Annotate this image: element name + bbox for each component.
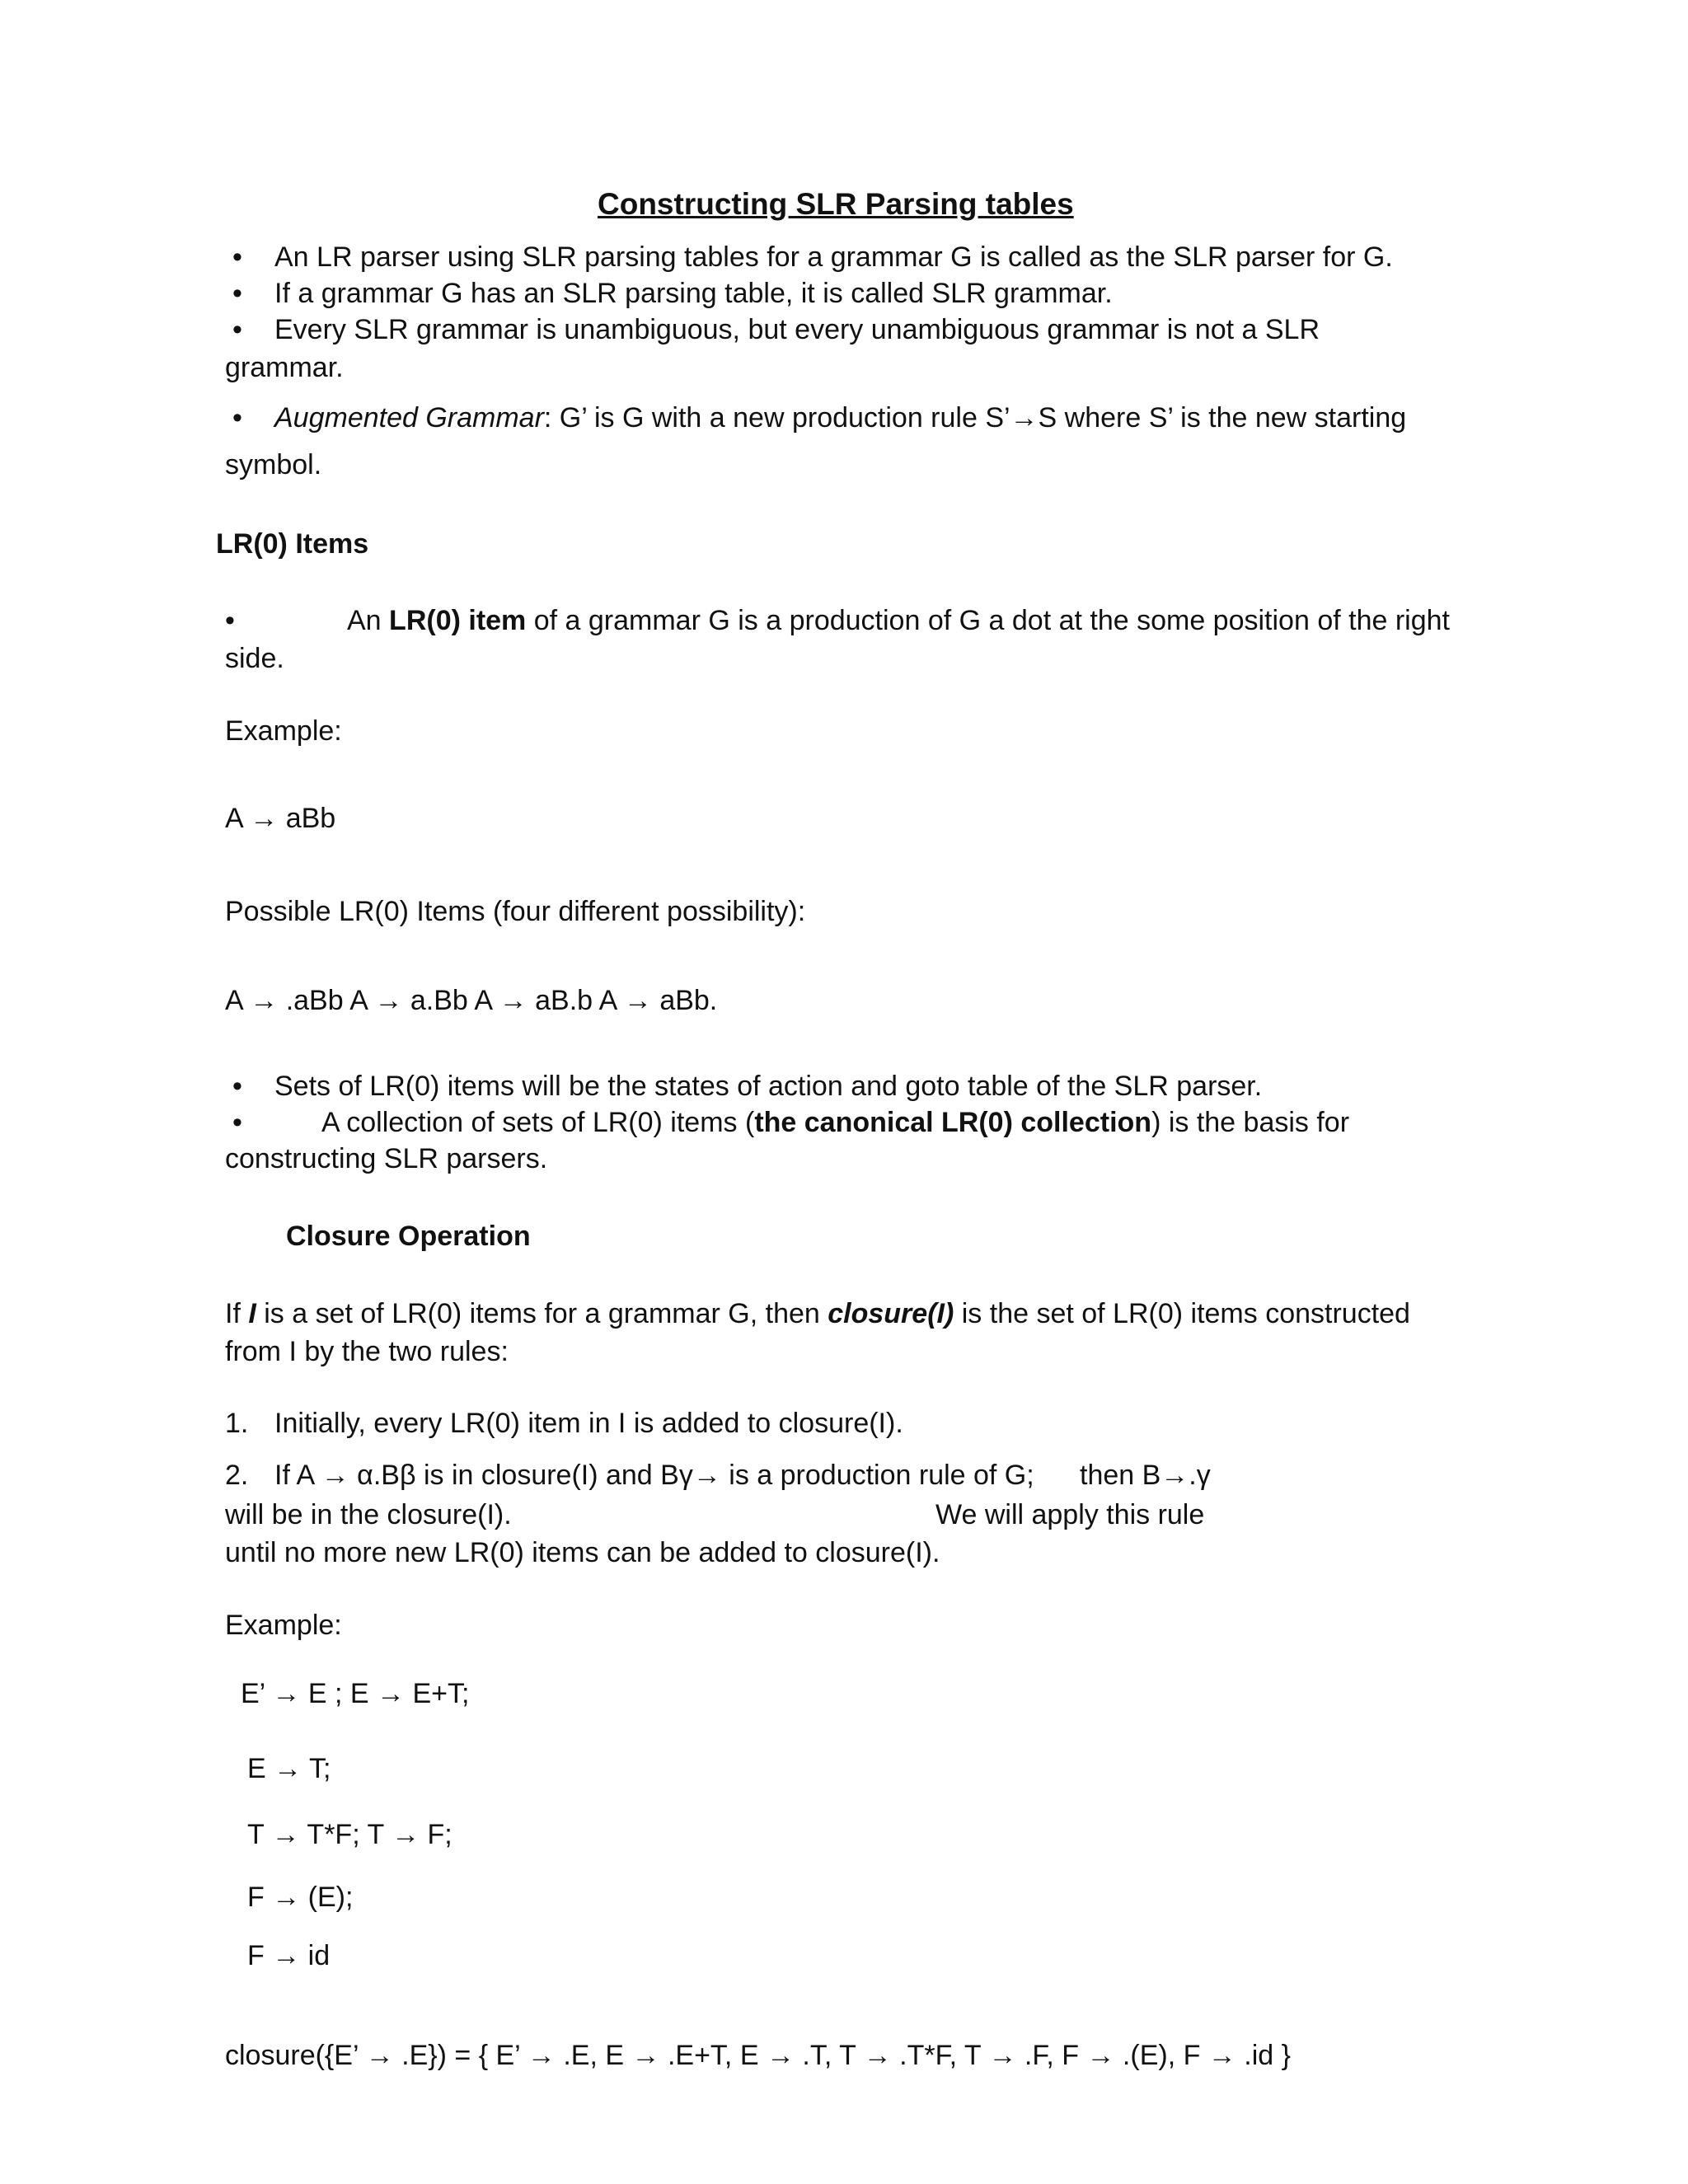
- closure-result: closure({E’ → .E}) = { E’ → .E, E → .E+T, E → .T, T → .T*F, T → .F, F → .(E), F → .id }: [225, 2040, 1291, 2071]
- bullet-marker: •: [232, 1071, 242, 1102]
- bullet-marker: •: [232, 314, 242, 345]
- augmented-grammar-def: : G’ is G with a new production rule S’→S where S’ is the new starting: [543, 402, 1407, 434]
- page-title: Constructing SLR Parsing tables: [598, 187, 1074, 221]
- intro-bullet-2: If a grammar G has an SLR parsing table, it is called SLR grammar.: [274, 278, 1113, 309]
- grammar-line-5: F → id: [247, 1940, 331, 1971]
- closure-def-pre: If: [225, 1298, 249, 1329]
- lr0-bullet-1-post: of a grammar G is a production of G a dot at the some position of the right: [526, 605, 1450, 636]
- possible-items-label: Possible LR(0) Items (four different possibility):: [225, 896, 806, 927]
- bullet-marker: •: [225, 605, 235, 636]
- closure-example-label: Example:: [225, 1610, 342, 1641]
- grammar-line-2: E → T;: [247, 1753, 331, 1784]
- lr0-bullet-3-cont: constructing SLR parsers.: [225, 1143, 548, 1174]
- rule-2-number: 2.: [225, 1460, 249, 1491]
- intro-bullet-4-cont: symbol.: [225, 449, 322, 480]
- grammar-line-3: T → T*F; T → F;: [247, 1819, 452, 1850]
- closure-def-mid: is a set of LR(0) items for a grammar G, then: [256, 1298, 828, 1329]
- lr0-item-term: LR(0) item: [389, 605, 527, 636]
- lr0-bullet-1: [347, 604, 1450, 637]
- possible-items-line: A → .aBb A → a.Bb A → aB.b A → aBb.: [225, 985, 718, 1016]
- canonical-collection-term: the canonical LR(0) collection: [754, 1107, 1152, 1138]
- lr0-bullet-3-pre: A collection of sets of LR(0) items (: [321, 1107, 755, 1138]
- example-production: A → aBb: [225, 803, 336, 834]
- rule-2-then: then B→.γ: [1080, 1460, 1211, 1491]
- intro-bullet-3: Every SLR grammar is unambiguous, but every unambiguous grammar is not a SLR: [274, 314, 1320, 345]
- bullet-marker: •: [232, 402, 242, 434]
- intro-bullet-1: An LR parser using SLR parsing tables for a grammar G is called as the SLR parser for G.: [274, 241, 1393, 273]
- closure-definition: [225, 1297, 1410, 1330]
- lr0-bullet-3-post: ) is the basis for: [1151, 1107, 1350, 1138]
- bullet-marker: •: [232, 1107, 242, 1138]
- bullet-marker: •: [232, 241, 242, 273]
- augmented-grammar-term: Augmented Grammar: [274, 402, 544, 434]
- lr0-bullet-1-cont: side.: [225, 643, 284, 674]
- closure-def-set-I: I: [248, 1298, 256, 1329]
- intro-bullet-3-cont: grammar.: [225, 352, 344, 383]
- example-label: Example:: [225, 715, 342, 747]
- closure-function-term: closure(I): [828, 1298, 954, 1329]
- closure-heading: Closure Operation: [286, 1221, 531, 1252]
- rule-2-cont-b: We will apply this rule: [935, 1499, 1205, 1530]
- lr0-items-heading: LR(0) Items: [216, 528, 369, 560]
- grammar-line-4: F → (E);: [247, 1882, 354, 1913]
- lr0-bullet-1-pre: An: [347, 605, 390, 636]
- lr0-bullet-3: [321, 1106, 1349, 1139]
- grammar-line-1: E’ → E ; E → E+T;: [241, 1678, 470, 1709]
- rule-2-cont-a: will be in the closure(I).: [225, 1499, 512, 1530]
- closure-def-post: is the set of LR(0) items constructed: [954, 1298, 1410, 1329]
- intro-bullet-4: [274, 401, 1406, 434]
- rule-2-cont-c: until no more new LR(0) items can be added to closure(I).: [225, 1537, 940, 1568]
- rule-2-text: If A → α.Bβ is in closure(I) and Bγ→ is a production rule of G;: [274, 1460, 1034, 1491]
- rule-1-text: Initially, every LR(0) item in I is added to closure(I).: [274, 1408, 903, 1439]
- closure-definition-cont: from I by the two rules:: [225, 1336, 509, 1367]
- bullet-marker: •: [232, 278, 242, 309]
- lr0-bullet-2: Sets of LR(0) items will be the states of action and goto table of the SLR parser.: [274, 1071, 1263, 1102]
- rule-1-number: 1.: [225, 1408, 249, 1439]
